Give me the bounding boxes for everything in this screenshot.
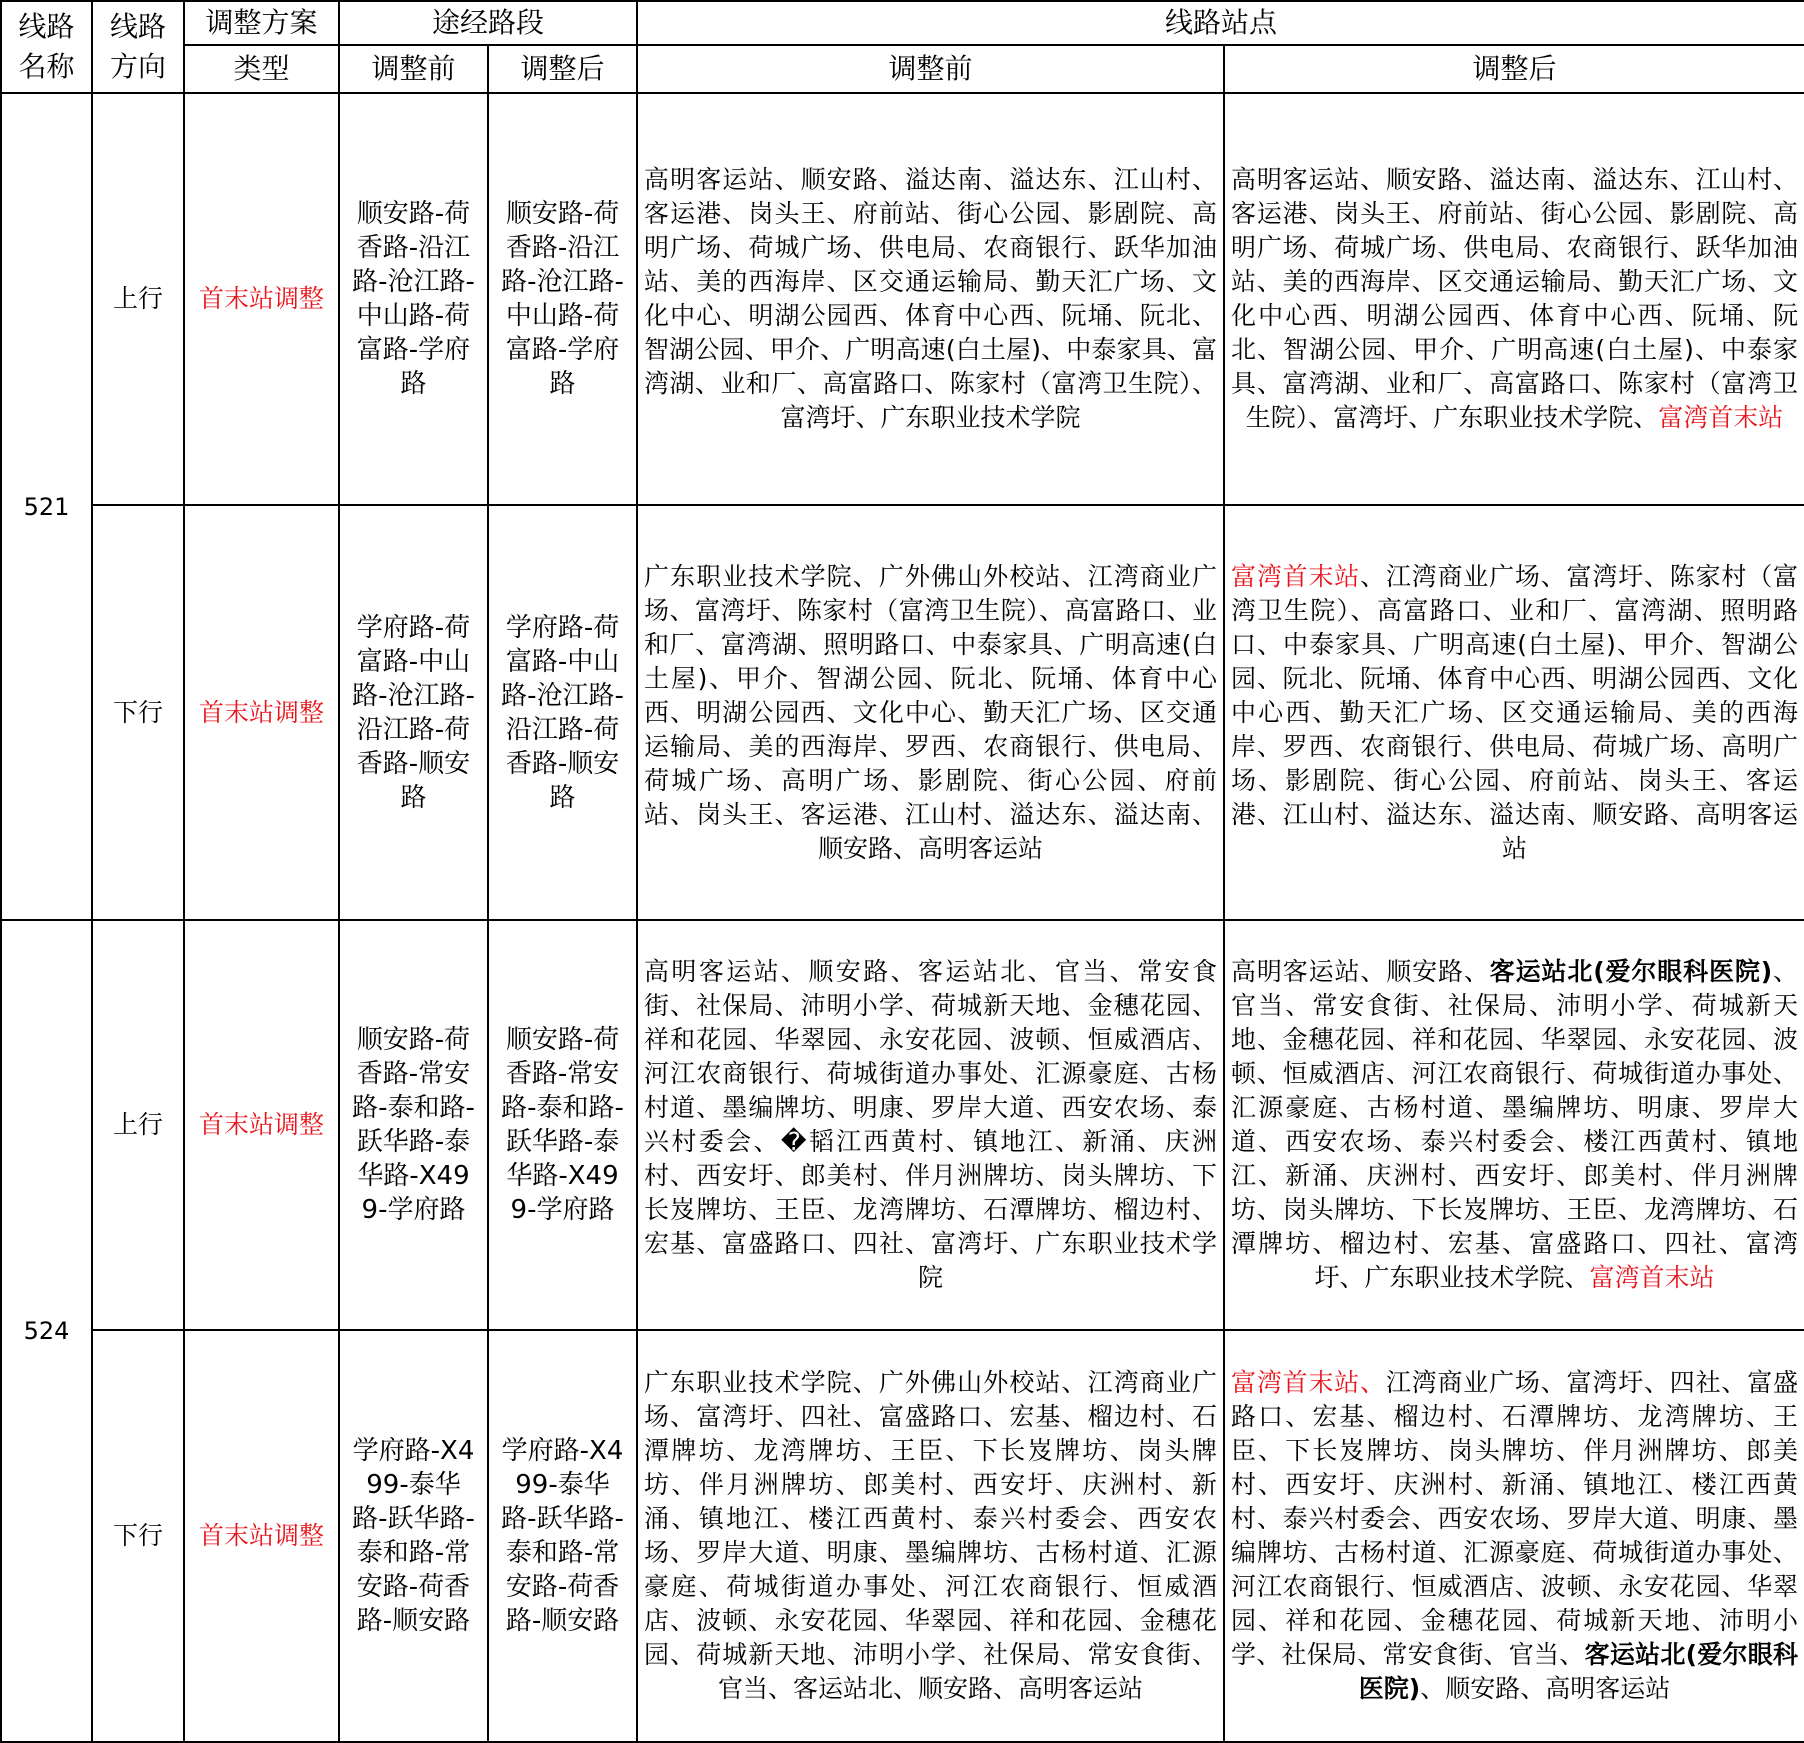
stations-after-main: 、江湾商业广场、富湾圩、陈家村（富湾卫生院）、高富路口、业和厂、富湾湖、照明路口、中泰家具、广明高速(白土屋)、甲介、智湖公园、阮北、阮埇、体育中心西、明湖公园西、文化中心西、勤天汇广场、区交通运输局、美的西海岸、罗西、农商银行、供电局、荷城广场、高明广场、影剧院、街心公园、府前站、岗头王、客运港、江山村、溢达东、溢达南、顺安路、高明客运站 xyxy=(1231,561,1799,863)
stations-after-cell xyxy=(1224,505,1804,920)
segment-before-cell: 学府路-荷富路-中山路-沧江路-沿江路-荷香路-顺安路 xyxy=(339,505,488,920)
stations-after-cell xyxy=(1224,93,1804,505)
header-row-top xyxy=(1,1,1804,45)
direction-cell: 上行 xyxy=(92,920,184,1330)
header-segment-before: 调整前 xyxy=(339,45,488,93)
adjustment-type-cell: 首末站调整 xyxy=(184,93,339,505)
header-route-name: 线路名称 xyxy=(1,1,92,93)
header-plan: 调整方案 xyxy=(184,1,339,45)
table-row xyxy=(1,93,1804,505)
stations-after-part-b: 、顺安路、高明客运站 xyxy=(1420,1674,1671,1703)
table-row xyxy=(1,505,1804,920)
header-segment-after: 调整后 xyxy=(488,45,637,93)
header-row-sub xyxy=(1,45,1804,93)
stations-before-cell: 高明客运站、顺安路、客运站北、官当、常安食街、社保局、沛明小学、荷城新天地、金穗花园、祥和花园、华翠园、永安花园、波顿、恒威酒店、河江农商银行、荷城街道办事处、汇源豪庭、古杨村道、墨编牌坊、明康、罗岸大道、西安农场、泰兴村委会、�韬江西黄村、镇地江、新涌、庆洲村、西安圩、郎美村、伴月洲牌坊、岗头牌坊、下长岌牌坊、王臣、龙湾牌坊、石潭牌坊、榴边村、宏基、富盛路口、四社、富湾圩、广东职业技术学院 xyxy=(637,920,1224,1330)
stations-after-cell xyxy=(1224,1330,1804,1742)
route-name-cell: 524 xyxy=(1,920,92,1742)
table-row xyxy=(1,1330,1804,1742)
stations-after-renamed-station: 客运站北(爱尔眼科医院) xyxy=(1489,957,1773,986)
stations-after-part-a: 高明客运站、顺安路、 xyxy=(1231,957,1490,986)
stations-after-part-b: 、官当、常安食街、社保局、沛明小学、荷城新天地、金穗花园、祥和花园、华翠园、永安花园、波顿、恒威酒店、河江农商银行、荷城街道办事处、汇源豪庭、古杨村道、墨编牌坊、明康、罗岸大道、西安农场、泰兴村委会、楼江西黄村、镇地江、新涌、庆洲村、西安圩、郎美村、伴月洲牌坊、岗头牌坊、下长岌牌坊、王臣、龙湾牌坊、石潭牌坊、榴边村、宏基、富盛路口、四社、富湾圩、广东职业技术学院、 xyxy=(1231,957,1799,1292)
direction-cell: 下行 xyxy=(92,1330,184,1742)
stations-after-new-terminal: 富湾首末站、 xyxy=(1231,1368,1386,1397)
stations-after-new-terminal: 富湾首末站 xyxy=(1658,403,1784,432)
adjustment-type-cell: 首末站调整 xyxy=(184,505,339,920)
header-direction: 线路方向 xyxy=(92,1,184,93)
segment-after-cell: 学府路-荷富路-中山路-沧江路-沿江路-荷香路-顺安路 xyxy=(488,505,637,920)
segment-before-cell: 顺安路-荷香路-常安路-泰和路-跃华路-泰华路-X499-学府路 xyxy=(339,920,488,1330)
segment-after-cell: 学府路-X499-泰华路-跃华路-泰和路-常安路-荷香路-顺安路 xyxy=(488,1330,637,1742)
stations-after-part-a: 江湾商业广场、富湾圩、四社、富盛路口、宏基、榴边村、石潭牌坊、龙湾牌坊、王臣、下长岌牌坊、岗头牌坊、伴月洲牌坊、郎美村、西安圩、庆洲村、新涌、镇地江、楼江西黄村、泰兴村委会、西安农场、罗岸大道、明康、墨编牌坊、古杨村道、汇源豪庭、荷城街道办事处、河江农商银行、恒威酒店、波顿、永安花园、华翠园、祥和花园、金穗花园、荷城新天地、沛明小学、社保局、常安食街、官当、 xyxy=(1231,1368,1799,1669)
header-stations-after: 调整后 xyxy=(1224,45,1804,93)
direction-cell: 下行 xyxy=(92,505,184,920)
direction-cell: 上行 xyxy=(92,93,184,505)
stations-after-cell xyxy=(1224,920,1804,1330)
stations-after-new-terminal: 富湾首末站 xyxy=(1589,1263,1715,1292)
route-name-cell: 521 xyxy=(1,93,92,920)
adjustment-type-cell: 首末站调整 xyxy=(184,920,339,1330)
stations-after-main: 高明客运站、顺安路、溢达南、溢达东、江山村、客运港、岗头王、府前站、街心公园、影剧院、高明广场、荷城广场、供电局、农商银行、跃华加油站、美的西海岸、区交通运输局、勤天汇广场、文化中心西、明湖公园西、体育中心西、阮埇、阮北、智湖公园、甲介、广明高速(白土屋)、中泰家具、富湾湖、业和厂、高富路口、陈家村（富湾卫生院）、富湾圩、广东职业技术学院、 xyxy=(1231,165,1799,432)
header-segment: 途经路段 xyxy=(339,1,637,45)
segment-before-cell: 学府路-X499-泰华路-跃华路-泰和路-常安路-荷香路-顺安路 xyxy=(339,1330,488,1742)
segment-before-cell: 顺安路-荷香路-沿江路-沧江路-中山路-荷富路-学府路 xyxy=(339,93,488,505)
stations-before-cell: 高明客运站、顺安路、溢达南、溢达东、江山村、客运港、岗头王、府前站、街心公园、影剧院、高明广场、荷城广场、供电局、农商银行、跃华加油站、美的西海岸、区交通运输局、勤天汇广场、文化中心、明湖公园西、体育中心西、阮埇、阮北、智湖公园、甲介、广明高速(白土屋)、中泰家具、富湾湖、业和厂、高富路口、陈家村（富湾卫生院）、富湾圩、广东职业技术学院 xyxy=(637,93,1224,505)
stations-before-cell: 广东职业技术学院、广外佛山外校站、江湾商业广场、富湾圩、陈家村（富湾卫生院）、高富路口、业和厂、富湾湖、照明路口、中泰家具、广明高速(白土屋)、甲介、智湖公园、阮北、阮埇、体育中心西、明湖公园西、文化中心、勤天汇广场、区交通运输局、美的西海岸、罗西、农商银行、供电局、荷城广场、高明广场、影剧院、街心公园、府前站、岗头王、客运港、江山村、溢达东、溢达南、顺安路、高明客运站 xyxy=(637,505,1224,920)
stations-after-new-terminal: 富湾首末站 xyxy=(1231,561,1361,591)
adjustment-type-cell: 首末站调整 xyxy=(184,1330,339,1742)
header-stations-before: 调整前 xyxy=(637,45,1224,93)
header-stations: 线路站点 xyxy=(637,1,1804,45)
table-row xyxy=(1,920,1804,1330)
segment-after-cell: 顺安路-荷香路-沿江路-沧江路-中山路-荷富路-学府路 xyxy=(488,93,637,505)
stations-before-cell: 广东职业技术学院、广外佛山外校站、江湾商业广场、富湾圩、四社、富盛路口、宏基、榴边村、石潭牌坊、龙湾牌坊、王臣、下长岌牌坊、岗头牌坊、伴月洲牌坊、郎美村、西安圩、庆洲村、新涌、镇地江、楼江西黄村、泰兴村委会、西安农场、罗岸大道、明康、墨编牌坊、古杨村道、汇源豪庭、荷城街道办事处、河江农商银行、恒威酒店、波顿、永安花园、华翠园、祥和花园、金穗花园、荷城新天地、沛明小学、社保局、常安食街、官当、客运站北、顺安路、高明客运站 xyxy=(637,1330,1224,1742)
stations-after-renamed-station: 客运站北(爱尔眼科医院) xyxy=(1358,1640,1799,1703)
segment-after-cell: 顺安路-荷香路-常安路-泰和路-跃华路-泰华路-X499-学府路 xyxy=(488,920,637,1330)
header-plan-type: 类型 xyxy=(184,45,339,93)
